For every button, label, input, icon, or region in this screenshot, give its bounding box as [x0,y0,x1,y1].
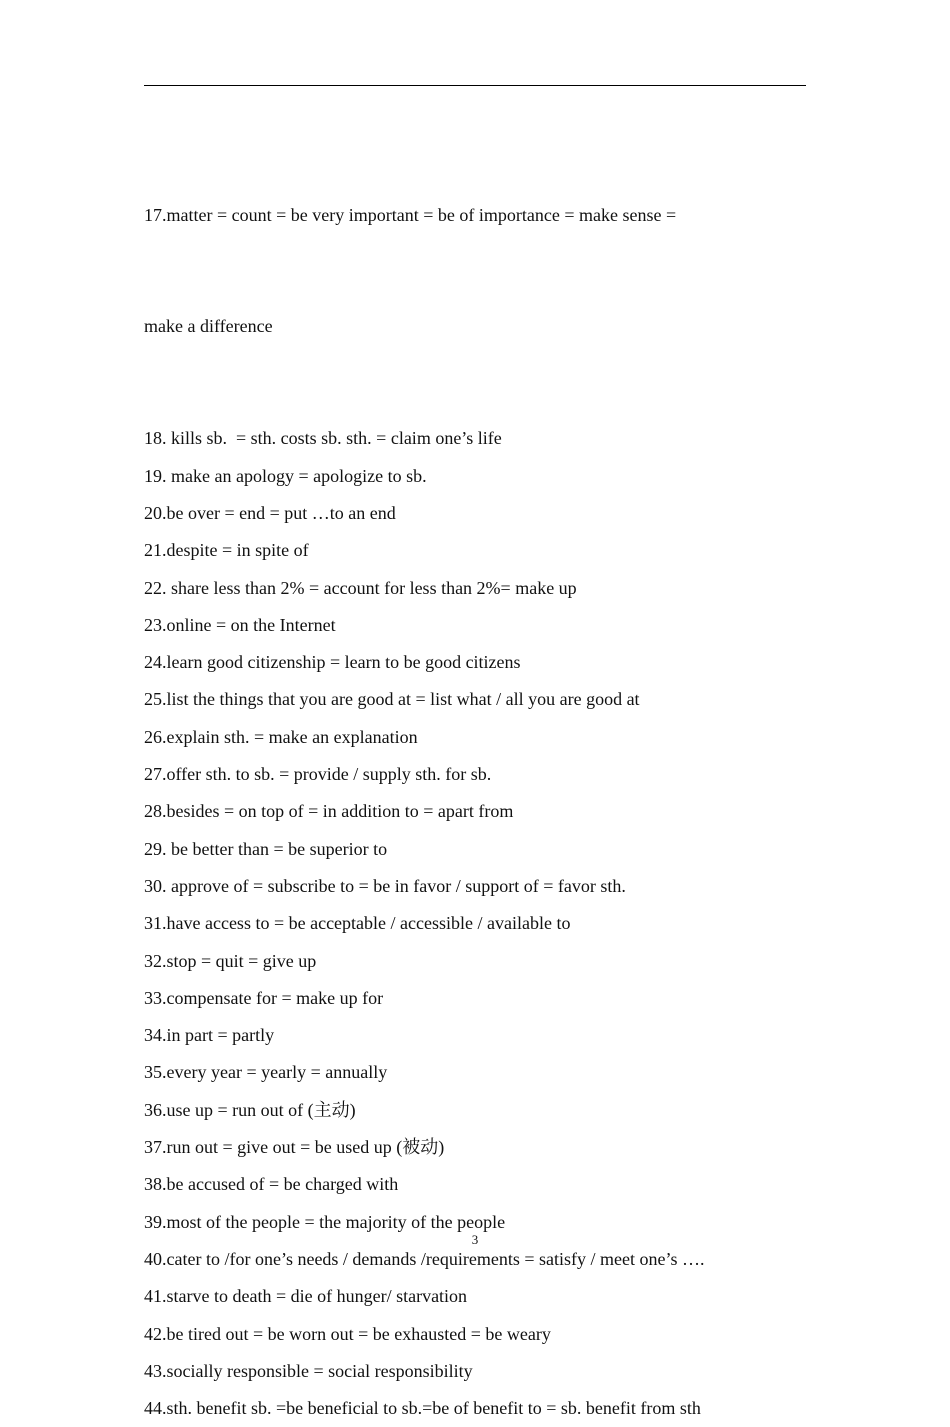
list-item: 32.stop = quit = give up [144,950,317,971]
list-item: 25.list the things that you are good at = list what / all you are good at [144,689,640,710]
list-item: 38.be accused of = be charged with [144,1174,399,1195]
list-item: 29. be better than = be superior to [144,838,388,859]
page-number: 3 [471,1232,479,1247]
list-item: 44.sth. benefit sb. =be beneficial to sb.=be of benefit to = sb. benefit from sth [144,1398,701,1419]
list-item: 33.compensate for = make up for [144,987,384,1008]
list-item: 35.every year = yearly = annually [144,1062,388,1083]
list-item: 18. kills sb. = sth. costs sb. sth. = claim one’s life [144,428,502,449]
list-item: 36.use up = run out of (主动) [144,1099,356,1120]
list-item: 34.in part = partly [144,1025,275,1046]
list-item: 22. share less than 2% = account for less than 2%= make up [144,577,577,598]
list-item: 42.be tired out = be worn out = be exhausted = be weary [144,1323,551,1344]
list-item: 21.despite = in spite of [144,540,309,561]
header-rule [144,85,806,86]
list-item: 24.learn good citizenship = learn to be good citizens [144,652,521,673]
list-item: 30. approve of = subscribe to = be in favor / support of = favor sth. [144,875,626,896]
list-item: 41.starve to death = die of hunger/ starvation [144,1286,468,1307]
list-item: 28.besides = on top of = in addition to = apart from [144,801,514,822]
list-item: 17.matter = count = be very important = be of importance = make sense = make a difference [144,204,677,337]
list-item: 40.cater to /for one’s needs / demands /requirements = satisfy / meet one’s …. [144,1248,705,1269]
list-item: 23.online = on the Internet [144,614,336,635]
list-item: 31.have access to = be acceptable / accessible / available to [144,913,571,934]
list-item: 27.offer sth. to sb. = provide / supply sth. for sb. [144,764,492,785]
list-item: 37.run out = give out = be used up (被动) [144,1137,445,1158]
list-item: 19. make an apology = apologize to sb. [144,465,427,486]
list-item: 43.socially responsible = social responsibility [144,1360,473,1381]
list-item: 39.most of the people = the majority of the people [144,1211,506,1232]
list-item: 26.explain sth. = make an explanation [144,726,418,747]
list-item: 20.be over = end = put …to an end [144,502,396,523]
